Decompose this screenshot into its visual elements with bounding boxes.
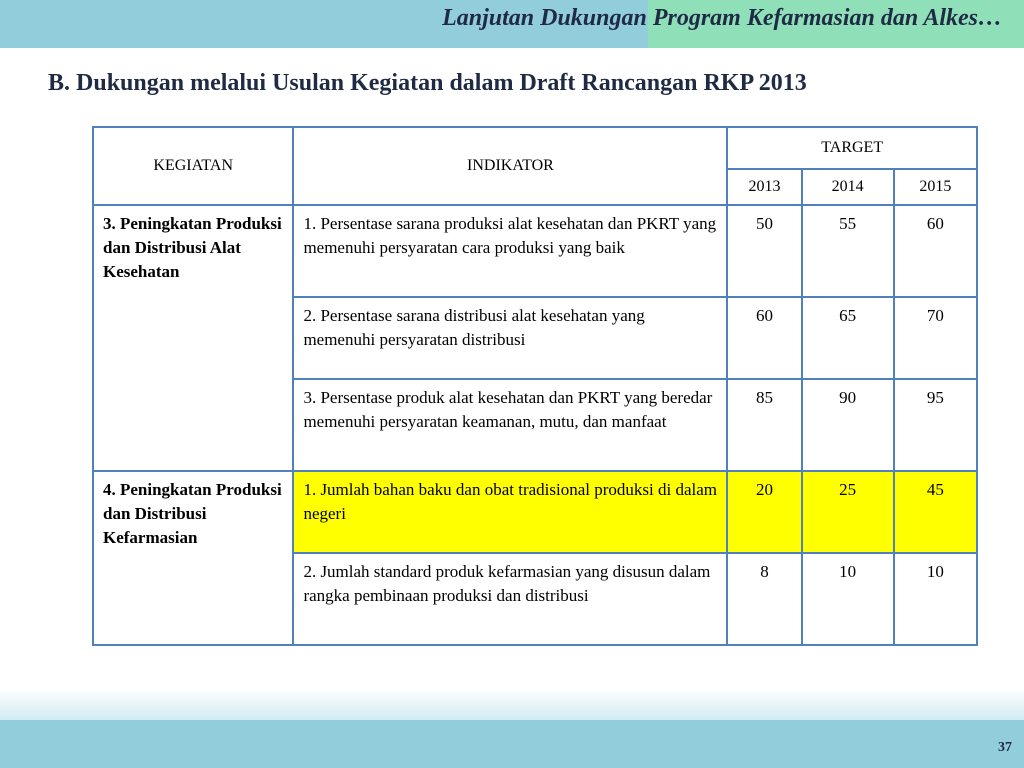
target-2014-cell: 65 xyxy=(802,297,894,379)
target-2013-cell: 60 xyxy=(727,297,801,379)
rkp-target-table xyxy=(92,126,978,646)
target-2015-cell: 95 xyxy=(894,379,977,471)
indikator-cell: 2. Jumlah standard produk kefarmasian yang disusun dalam rangka pembinaan produksi dan distribusi xyxy=(293,553,727,645)
header-indikator: INDIKATOR xyxy=(293,127,727,205)
indikator-cell: 1. Jumlah bahan baku dan obat tradisional produksi di dalam negeri xyxy=(293,471,727,553)
indikator-cell: 1. Persentase sarana produksi alat kesehatan dan PKRT yang memenuhi persyaratan cara produksi yang baik xyxy=(293,205,727,297)
footer-gradient xyxy=(0,688,1024,720)
footer-bar xyxy=(0,720,1024,768)
kegiatan-cell: 3. Peningkatan Produksi dan Distribusi Alat Kesehatan xyxy=(93,205,293,471)
target-2015-cell: 70 xyxy=(894,297,977,379)
target-2013-cell: 8 xyxy=(727,553,801,645)
table-row-highlighted xyxy=(93,471,977,553)
page-number: 37 xyxy=(998,740,1012,755)
target-2013-cell: 50 xyxy=(727,205,801,297)
target-2015-cell: 45 xyxy=(894,471,977,553)
table-row xyxy=(93,205,977,297)
header-target: TARGET xyxy=(727,127,977,169)
header-kegiatan: KEGIATAN xyxy=(93,127,293,205)
table-header-row xyxy=(93,127,977,169)
header-year-2014: 2014 xyxy=(802,169,894,205)
section-subtitle: B. Dukungan melalui Usulan Kegiatan dalam Draft Rancangan RKP 2013 xyxy=(48,70,807,96)
target-2013-cell: 85 xyxy=(727,379,801,471)
indikator-cell: 3. Persentase produk alat kesehatan dan PKRT yang beredar memenuhi persyaratan keamanan, mutu, dan manfaat xyxy=(293,379,727,471)
slide-title: Lanjutan Dukungan Program Kefarmasian dan Alkes… xyxy=(442,5,1002,31)
target-2014-cell: 10 xyxy=(802,553,894,645)
indikator-cell: 2. Persentase sarana distribusi alat kesehatan yang memenuhi persyaratan distribusi xyxy=(293,297,727,379)
header-year-2015: 2015 xyxy=(894,169,977,205)
target-2013-cell: 20 xyxy=(727,471,801,553)
target-2014-cell: 55 xyxy=(802,205,894,297)
target-2014-cell: 25 xyxy=(802,471,894,553)
target-2015-cell: 60 xyxy=(894,205,977,297)
target-2014-cell: 90 xyxy=(802,379,894,471)
target-2015-cell: 10 xyxy=(894,553,977,645)
kegiatan-cell: 4. Peningkatan Produksi dan Distribusi Kefarmasian xyxy=(93,471,293,645)
header-year-2013: 2013 xyxy=(727,169,801,205)
